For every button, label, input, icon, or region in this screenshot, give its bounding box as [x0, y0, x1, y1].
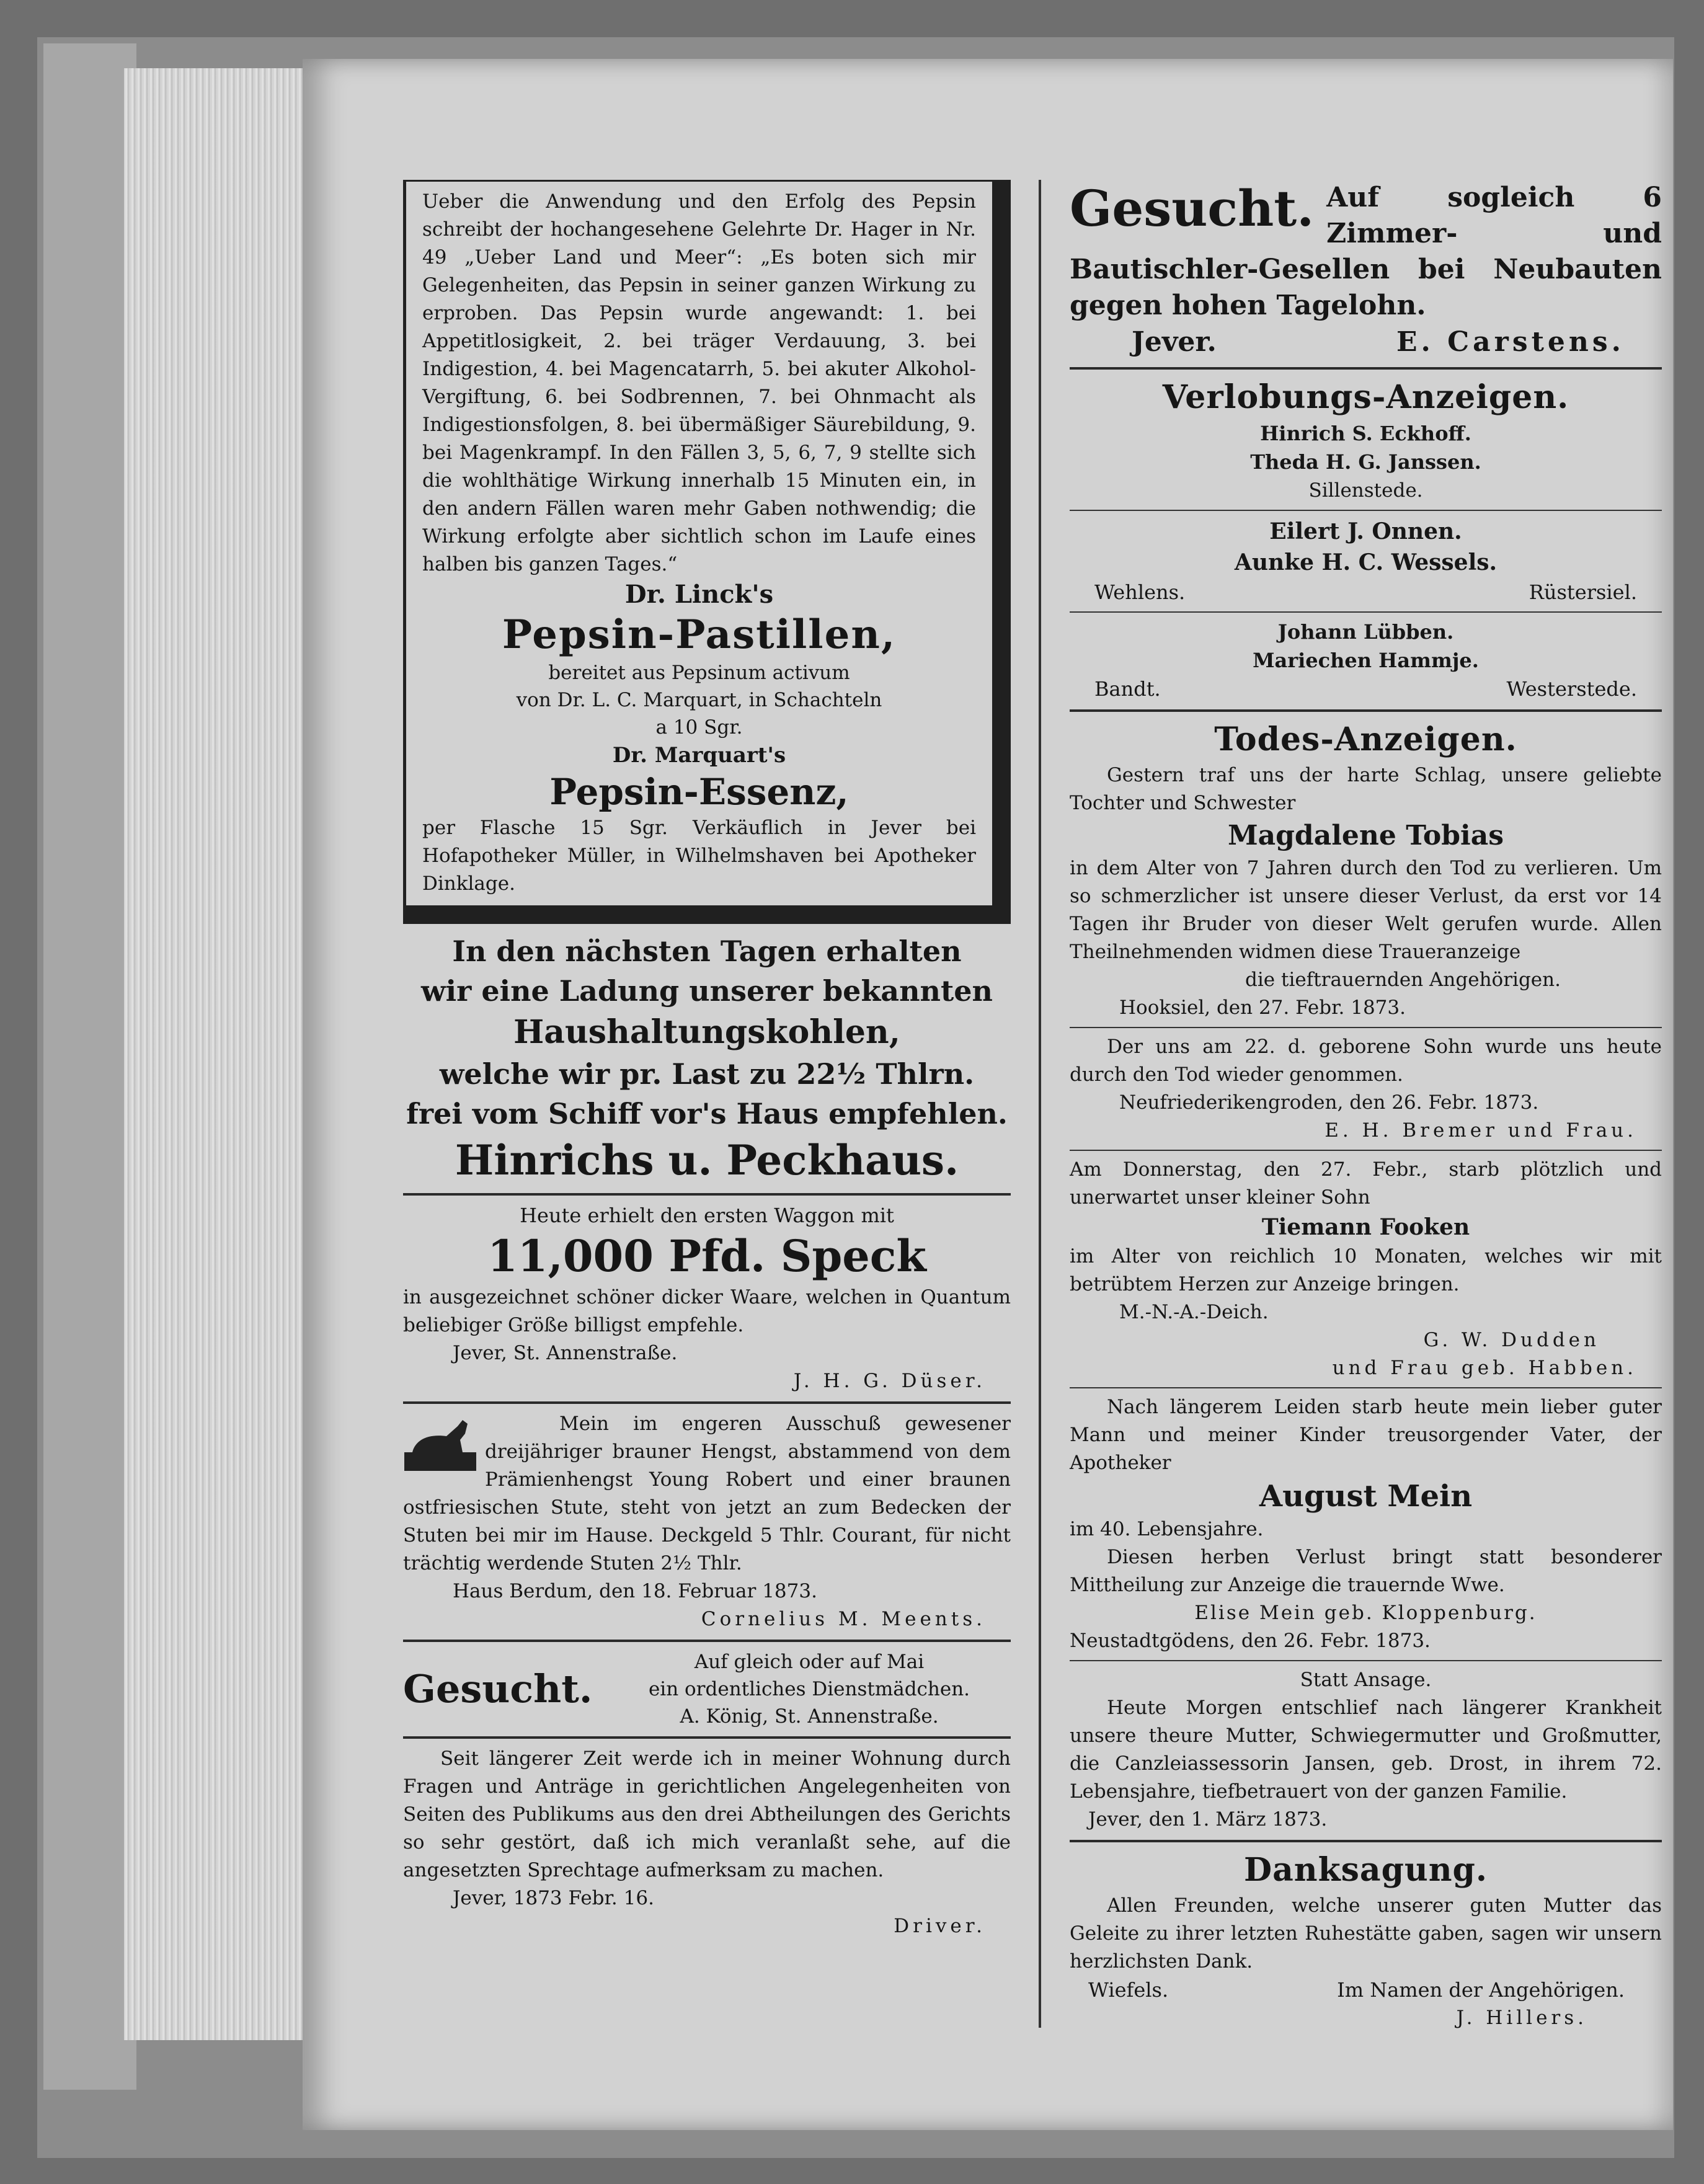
separator: [1070, 1150, 1662, 1151]
todes-d-name: August Mein: [1259, 1479, 1473, 1514]
left-column: [403, 180, 1011, 1940]
column-divider: [1039, 180, 1041, 2028]
verlobung-a-name1: Hinrich S. Eckhoff.: [1260, 422, 1471, 445]
separator: [1070, 510, 1662, 511]
kohlen-line4: welche wir pr. Last zu 22½ Thlrn.: [439, 1057, 975, 1091]
todes-d-age: im 40. Lebensjahre.: [1070, 1518, 1264, 1540]
todes-a-place: Hooksiel, den 27. Febr. 1873.: [1119, 997, 1406, 1019]
speck-place: Jever, St. Annenstraße.: [453, 1342, 678, 1364]
verlobung-c-place2: Westerstede.: [1506, 677, 1637, 701]
gesucht-maedchen-body: [608, 1648, 1011, 1730]
horse-icon: [403, 1415, 477, 1474]
verlobung-b-name1: Eilert J. Onnen.: [1269, 518, 1462, 544]
kohlen-line2: wir eine Ladung unserer bekannten: [421, 974, 993, 1008]
kohlen-signature: Hinrichs u. Peckhaus.: [455, 1136, 959, 1184]
separator: [1070, 1660, 1662, 1661]
todes-b-text: Der uns am 22. d. geborene Sohn wurde uns heute durch den Tod wieder genommen.: [1070, 1036, 1662, 1086]
page-edges: [124, 68, 304, 2040]
gesucht-zimmer-signature: E. Carstens.: [1396, 326, 1625, 358]
todes-a-text1: Gestern traf uns der harte Schlag, unsere geliebte Tochter und Schwester: [1070, 764, 1662, 814]
todes-e-place: Jever, den 1. März 1873.: [1088, 1808, 1328, 1831]
todes-d-sign: Elise Mein geb. Kloppenburg.: [1194, 1602, 1537, 1624]
dank-ad: [1070, 1849, 1662, 2032]
pepsin-brand2: Dr. Marquart's: [612, 743, 786, 768]
verlobung-b-places: [1070, 578, 1662, 606]
speck-signature: J. H. G. Düser.: [793, 1370, 986, 1392]
book-spine: [43, 43, 136, 2090]
kohlen-line1: In den nächsten Tagen erhalten: [452, 934, 962, 968]
todes-d-text2: Diesen herben Verlust bringt statt besonderer Mittheilung zur Anzeige die trauernde Wwe.: [1070, 1546, 1662, 1596]
todes-a-name: Magdalene Tobias: [1227, 820, 1504, 851]
speck-intro: Heute erhielt den ersten Waggon mit: [520, 1204, 894, 1227]
separator: [1070, 367, 1662, 370]
dank-text: Allen Freunden, welche unserer guten Mutter das Geleite zu ihrer letzten Ruhestätte gaben, sagen wir unsern herzlichsten Dank.: [1070, 1894, 1662, 1973]
pepsin-desc1a: bereitet aus Pepsinum activum: [548, 662, 850, 684]
todes-c-text1: Am Donnerstag, den 27. Febr., starb plötzlich und unerwartet unser kleiner Sohn: [1070, 1158, 1662, 1209]
separator: [403, 1401, 1011, 1404]
gesucht-zimmer-text: Auf sogleich 6 Zimmer- und Bautischler-Gesellen bei Neubauten gegen hohen Tagelohn.: [1070, 182, 1662, 321]
verlobung-c-place1: Bandt.: [1094, 677, 1161, 701]
separator: [1070, 1840, 1662, 1842]
gesucht-maedchen-signature: A. König, St. Annenstraße.: [680, 1705, 939, 1728]
todes-e-title: Statt Ansage.: [1300, 1669, 1432, 1691]
dank-place: Wiefels.: [1088, 1978, 1169, 2002]
kohlen-line5: frei vom Schiff vor's Haus empfehlen.: [406, 1097, 1008, 1130]
verlobung-b-place2: Rüstersiel.: [1529, 580, 1637, 604]
right-column: [1070, 180, 1662, 2032]
todes-a-text2: in dem Alter von 7 Jahren durch den Tod zu verlieren. Um so schmerzlicher ist unsere dieser Verlust, da erst vor 14 Tagen ihr Bruder von dieser Welt gerufen wurde. Allen Theilnehmenden widmen diese Traueranzeige: [1070, 857, 1662, 963]
driver-ad: [403, 1745, 1011, 1940]
verlobung-ad: [1070, 376, 1662, 703]
driver-text: Seit längerer Zeit werde ich in meiner Wohnung durch Fragen und Anträge in gerichtlichen Angelegenheiten von Seiten des Publikums aus den drei Abtheilungen des Gerichts so sehr gestört, daß ich mich veranlaßt sehe, auf die angesetzten Sprechtage aufmerksam zu machen.: [403, 1747, 1011, 1881]
separator: [1070, 709, 1662, 712]
dank-sign-line: Im Namen der Angehörigen.: [1337, 1978, 1625, 2002]
pepsin-desc1c: a 10 Sgr.: [655, 716, 743, 739]
separator: [403, 1193, 1011, 1196]
separator: [403, 1736, 1011, 1739]
dank-signature: J. Hillers.: [1456, 2007, 1587, 2029]
dank-title: Danksagung.: [1243, 1851, 1488, 1889]
todes-title: Todes-Anzeigen.: [1214, 721, 1517, 758]
verlobung-a-name2: Theda H. G. Janssen.: [1250, 450, 1481, 474]
speck-headline: 11,000 Pfd. Speck: [487, 1230, 926, 1282]
separator: [1070, 611, 1662, 613]
todes-b-sign: E. H. Bremer und Frau.: [1325, 1119, 1637, 1142]
verlobung-c-places: [1070, 675, 1662, 703]
pepsin-text: Ueber die Anwendung und den Erfolg des Pepsin schreibt der hochangesehene Gelehrte Dr. Hager in Nr. 49 „Ueber Land und Meer“: „Es boten sich mir Gelegenheiten, das Pepsin in seiner ganzen Wirkung zu erproben. Das Pepsin wurde angewandt: 1. bei Appetitlosigkeit, 2. bei träger Verdauung, 3. bei Indigestion, 4. bei Magencatarrh, 5. bei akuter Alkohol-Vergiftung, 6. bei Sodbrennen, 7. bei Ohnmacht als Indigestionsfolgen, 8. bei übermäßiger Säurebildung, 9. bei Magenkrampf. In den Fällen 3, 5, 6, 7, 9 stellte sich die wohlthätige Wirkung innerhalb 15 Minuten ein, in den andern Fällen waren mehr Gaben nothwendig; die Wirkung erfolgte aber sichtlich schon im Laufe eines halben bis ganzen Tages.“: [422, 190, 976, 575]
gesucht-zimmer-ad: [1070, 180, 1662, 361]
separator: [403, 1640, 1011, 1642]
todes-c-name: Tiemann Fooken: [1261, 1214, 1470, 1240]
speck-ad: [403, 1202, 1011, 1395]
todes-b-place: Neufriederikengroden, den 26. Febr. 1873.: [1119, 1091, 1539, 1114]
gesucht-maedchen-line2: ein ordentliches Dienstmädchen.: [648, 1678, 970, 1700]
gesucht-maedchen-ad: [403, 1648, 1011, 1730]
pepsin-ad: [403, 180, 1011, 924]
todes-c-sign1: G. W. Dudden: [1423, 1329, 1600, 1351]
pepsin-desc1b: von Dr. L. C. Marquart, in Schachteln: [516, 689, 882, 711]
separator: [1070, 1027, 1662, 1028]
todes-d-place: Neustadtgödens, den 26. Febr. 1873.: [1070, 1630, 1431, 1652]
driver-signature: Driver.: [894, 1915, 986, 1937]
hengst-text: Mein im engeren Ausschuß gewesener dreijähriger brauner Hengst, abstammend von dem Prämienhengst Young Robert und einer braunen ostfriesischen Stute, steht von jetzt an zum Bedecken der Stuten bei mir im Hause. Deckgeld 5 Thlr. Courant, für nicht trächtig werdende Stuten 2½ Thlr.: [403, 1413, 1011, 1574]
separator: [1070, 1387, 1662, 1388]
verlobung-a-place: Sillenstede.: [1308, 479, 1423, 502]
hengst-ad: [403, 1410, 1011, 1633]
todes-c-sign2: und Frau geb. Habben.: [1332, 1357, 1637, 1379]
kohlen-line3: Haushaltungskohlen,: [513, 1013, 900, 1051]
gesucht-zimmer-place: Jever.: [1132, 326, 1217, 358]
dank-footer: [1070, 1976, 1662, 2004]
todes-ad: [1070, 718, 1662, 1834]
driver-place: Jever, 1873 Febr. 16.: [453, 1887, 654, 1909]
pepsin-brand1: Dr. Linck's: [624, 580, 774, 609]
verlobung-b-name2: Aunke H. C. Wessels.: [1234, 549, 1498, 575]
todes-c-text2: im Alter von reichlich 10 Monaten, welches wir mit betrübtem Herzen zur Anzeige bringen.: [1070, 1245, 1662, 1295]
gesucht-zimmer-headline: Gesucht.: [1070, 179, 1315, 237]
hengst-place: Haus Berdum, den 18. Februar 1873.: [453, 1580, 817, 1602]
gesucht-maedchen-headline: Gesucht.: [403, 1666, 593, 1711]
todes-e-text: Heute Morgen entschlief nach längerer Krankheit unsere theure Mutter, Schwiegermutter und Großmutter, die Canzleiassessorin Jansen, geb. Drost, in ihrem 72. Lebensjahre, tiefbetrauert von der ganzen Familie.: [1070, 1697, 1662, 1803]
todes-c-place: M.-N.-A.-Deich.: [1119, 1301, 1269, 1323]
todes-a-sign: die tieftrauernden Angehörigen.: [1245, 969, 1561, 991]
verlobung-b-place1: Wehlens.: [1094, 580, 1186, 604]
pepsin-product2: Pepsin-Essenz,: [549, 771, 849, 813]
gesucht-maedchen-line1: Auf gleich oder auf Mai: [694, 1651, 925, 1673]
speck-text: in ausgezeichnet schöner dicker Waare, welchen in Quantum beliebiger Größe billigst empfehle.: [403, 1286, 1011, 1336]
verlobung-c-name2: Mariechen Hammje.: [1253, 649, 1479, 672]
verlobung-c-name1: Johann Lübben.: [1277, 620, 1454, 644]
hengst-signature: Cornelius M. Meents.: [701, 1608, 986, 1630]
verlobung-title: Verlobungs-Anzeigen.: [1162, 378, 1569, 416]
kohlen-ad: [403, 931, 1011, 1187]
pepsin-product1: Pepsin-Pastillen,: [502, 611, 897, 658]
pepsin-footer: per Flasche 15 Sgr. Verkäuflich in Jever bei Hofapotheker Müller, in Wilhelmshaven bei Apotheker Dinklage.: [422, 817, 976, 895]
todes-d-text1: Nach längerem Leiden starb heute mein lieber guter Mann und meiner Kinder treusorgender Vater, der Apotheker: [1070, 1396, 1662, 1474]
gesucht-zimmer-footer: [1070, 324, 1662, 361]
